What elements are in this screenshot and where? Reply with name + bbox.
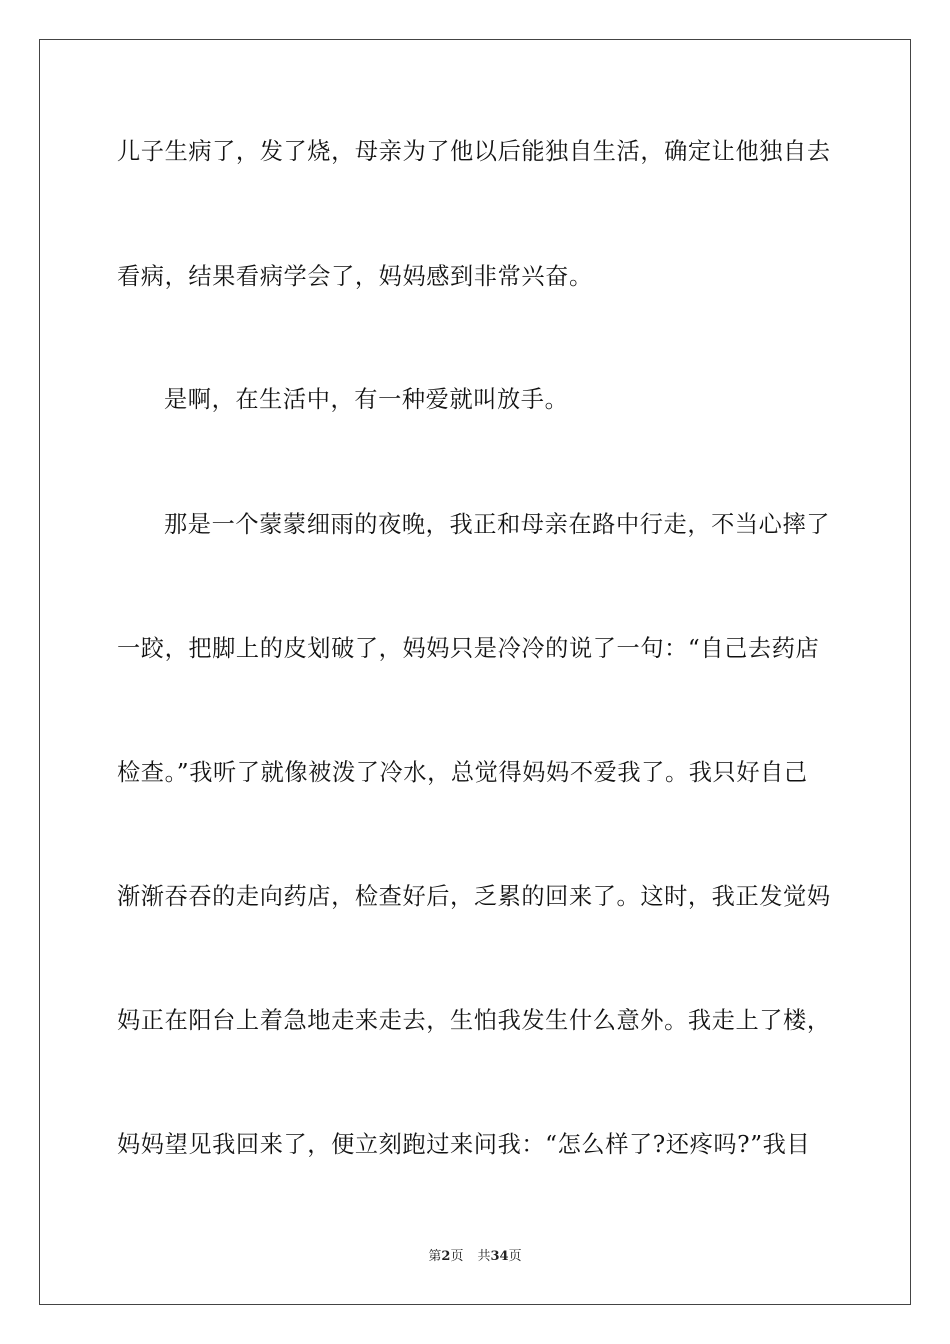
page-suffix: 页 — [450, 1249, 464, 1264]
text-line-9: 妈妈望见我回来了，便立刻跑过来问我：“怎么样了?还疼吗?”我目 — [117, 1131, 811, 1158]
text-line-7: 渐渐吞吞的走向药店，检查好后，乏累的回来了。这时，我正发觉妈 — [117, 883, 831, 910]
total-suffix: 页 — [508, 1249, 522, 1264]
total-pages: 34 — [490, 1249, 509, 1264]
text-line-4: 那是一个蒙蒙细雨的夜晚，我正和母亲在路中行走，不当心摔了 — [164, 511, 831, 538]
text-line-5: 一跤，把脚上的皮划破了，妈妈只是冷冷的说了一句：“自己去药店 — [117, 635, 820, 662]
text-line-3: 是啊，在生活中，有一种爱就叫放手。 — [164, 386, 569, 413]
text-line-2: 看病，结果看病学会了，妈妈感到非常兴奋。 — [117, 263, 593, 290]
page-number: 2 — [441, 1249, 451, 1264]
text-line-1: 儿子生病了，发了烧，母亲为了他以后能独自生活，确定让他独自去 — [117, 138, 831, 165]
text-line-6: 检查。”我听了就像被泼了冷水，总觉得妈妈不爱我了。我只好自己 — [117, 759, 808, 786]
total-prefix: 共 — [477, 1249, 491, 1264]
page-border — [39, 39, 911, 1305]
page-prefix: 第 — [428, 1249, 442, 1264]
text-line-8: 妈正在阳台上着急地走来走去，生怕我发生什么意外。我走上了楼， — [117, 1007, 831, 1034]
page-footer — [0, 1248, 950, 1266]
